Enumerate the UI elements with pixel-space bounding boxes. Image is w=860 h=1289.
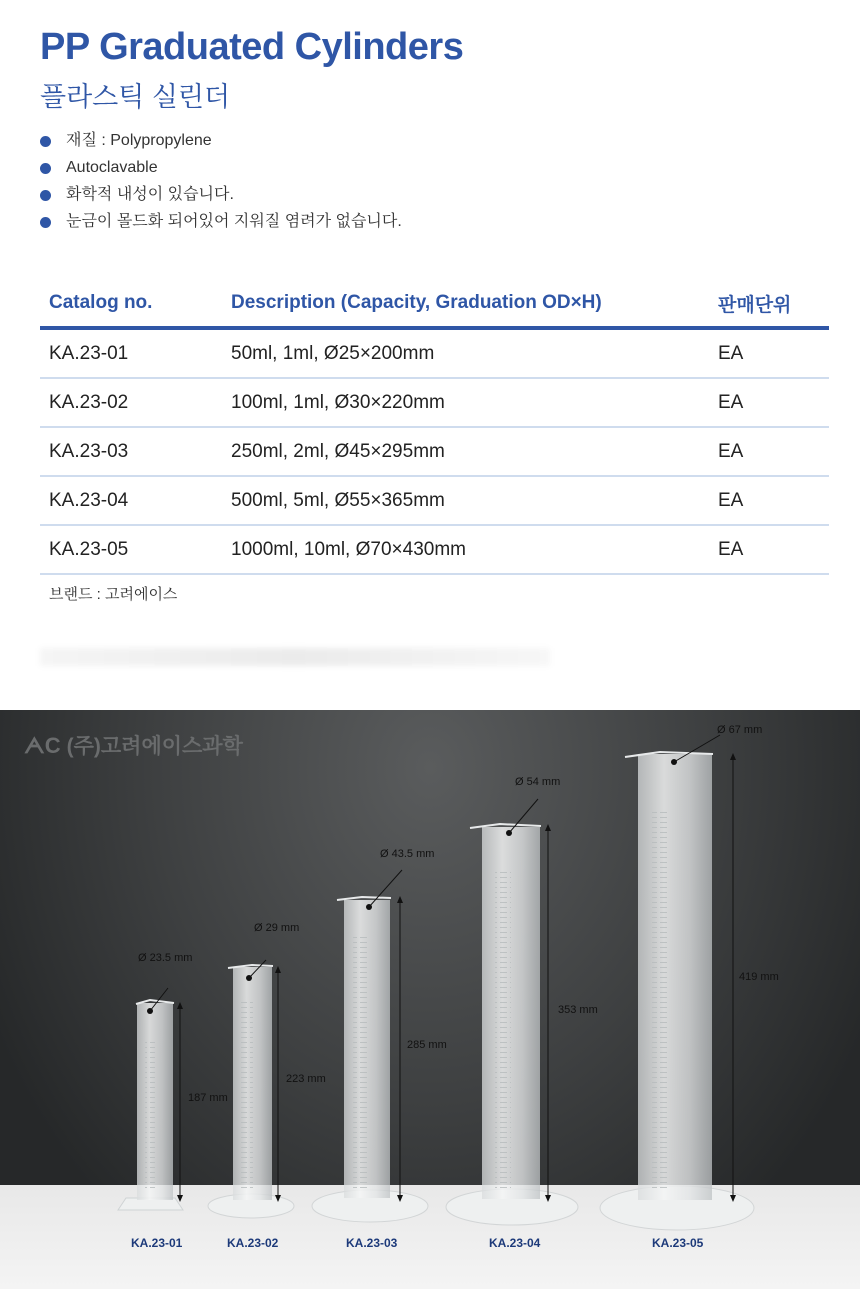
feature-text: 화학적 내성이 있습니다. <box>66 186 234 203</box>
bullet-icon <box>40 163 51 174</box>
bullet-icon <box>40 190 51 201</box>
brand-note: 브랜드 : 고려에이스 <box>49 586 178 603</box>
cylinder-ka-23-02 <box>208 960 294 1218</box>
cell-unit: EA <box>709 378 829 427</box>
catalog-label: KA.23-03 <box>346 1236 398 1250</box>
diameter-label: Ø 54 mm <box>515 776 561 788</box>
catalog-label: KA.23-01 <box>131 1236 183 1250</box>
blurred-decoration <box>40 648 550 666</box>
header-unit: 판매단위 <box>709 280 829 328</box>
cell-description: 250ml, 2ml, Ø45×295mm <box>222 427 709 476</box>
cell-catalog: KA.23-05 <box>40 525 222 574</box>
cell-catalog: KA.23-02 <box>40 378 222 427</box>
bullet-icon <box>40 217 51 228</box>
table-row <box>40 427 829 476</box>
cylinder-ka-23-01 <box>118 988 183 1210</box>
height-label: 353 mm <box>558 1004 598 1016</box>
table-row <box>40 476 829 525</box>
diameter-label: Ø 43.5 mm <box>380 848 435 860</box>
logo-text: (주)고려에이스과학 <box>66 735 243 758</box>
product-photo <box>0 710 860 1289</box>
cell-catalog: KA.23-04 <box>40 476 222 525</box>
cell-catalog: KA.23-01 <box>40 328 222 378</box>
feature-item <box>40 156 402 183</box>
catalog-label: KA.23-02 <box>227 1236 279 1250</box>
cell-catalog: KA.23-03 <box>40 427 222 476</box>
diameter-label: Ø 23.5 mm <box>138 952 193 964</box>
page-title: PP Graduated Cylinders <box>40 26 464 68</box>
cell-description: 500ml, 5ml, Ø55×365mm <box>222 476 709 525</box>
height-label: 419 mm <box>739 971 779 983</box>
cell-unit: EA <box>709 427 829 476</box>
feature-text: 재질 : Polypropylene <box>66 132 212 149</box>
catalog-label: KA.23-04 <box>489 1236 541 1250</box>
cylinder-ka-23-05 <box>600 735 754 1230</box>
feature-text: Autoclavable <box>66 159 158 176</box>
cell-description: 100ml, 1ml, Ø30×220mm <box>222 378 709 427</box>
table-row <box>40 525 829 574</box>
feature-item <box>40 183 402 210</box>
feature-item <box>40 210 402 237</box>
cell-unit: EA <box>709 476 829 525</box>
header-description: Description (Capacity, Graduation OD×H) <box>222 280 709 328</box>
bullet-icon <box>40 136 51 147</box>
catalog-label: KA.23-05 <box>652 1236 704 1250</box>
cell-unit: EA <box>709 525 829 574</box>
height-label: 285 mm <box>407 1039 447 1051</box>
diameter-label: Ø 67 mm <box>717 724 763 736</box>
feature-list <box>40 129 402 237</box>
feature-item <box>40 129 402 156</box>
height-label: 187 mm <box>188 1092 228 1104</box>
table-header-row <box>40 280 829 328</box>
table-row <box>40 378 829 427</box>
header-catalog: Catalog no. <box>40 280 222 328</box>
table-row <box>40 328 829 378</box>
height-label: 223 mm <box>286 1073 326 1085</box>
cell-unit: EA <box>709 328 829 378</box>
spec-table <box>40 280 829 575</box>
company-logo <box>24 730 243 760</box>
logo-mark: ᗅC <box>24 733 61 758</box>
cylinders-illustration <box>0 710 860 1289</box>
page-subtitle: 플라스틱 실린더 <box>40 82 231 112</box>
feature-text: 눈금이 몰드화 되어있어 지워질 염려가 없습니다. <box>66 213 402 230</box>
cell-description: 50ml, 1ml, Ø25×200mm <box>222 328 709 378</box>
cell-description: 1000ml, 10ml, Ø70×430mm <box>222 525 709 574</box>
diameter-label: Ø 29 mm <box>254 922 300 934</box>
